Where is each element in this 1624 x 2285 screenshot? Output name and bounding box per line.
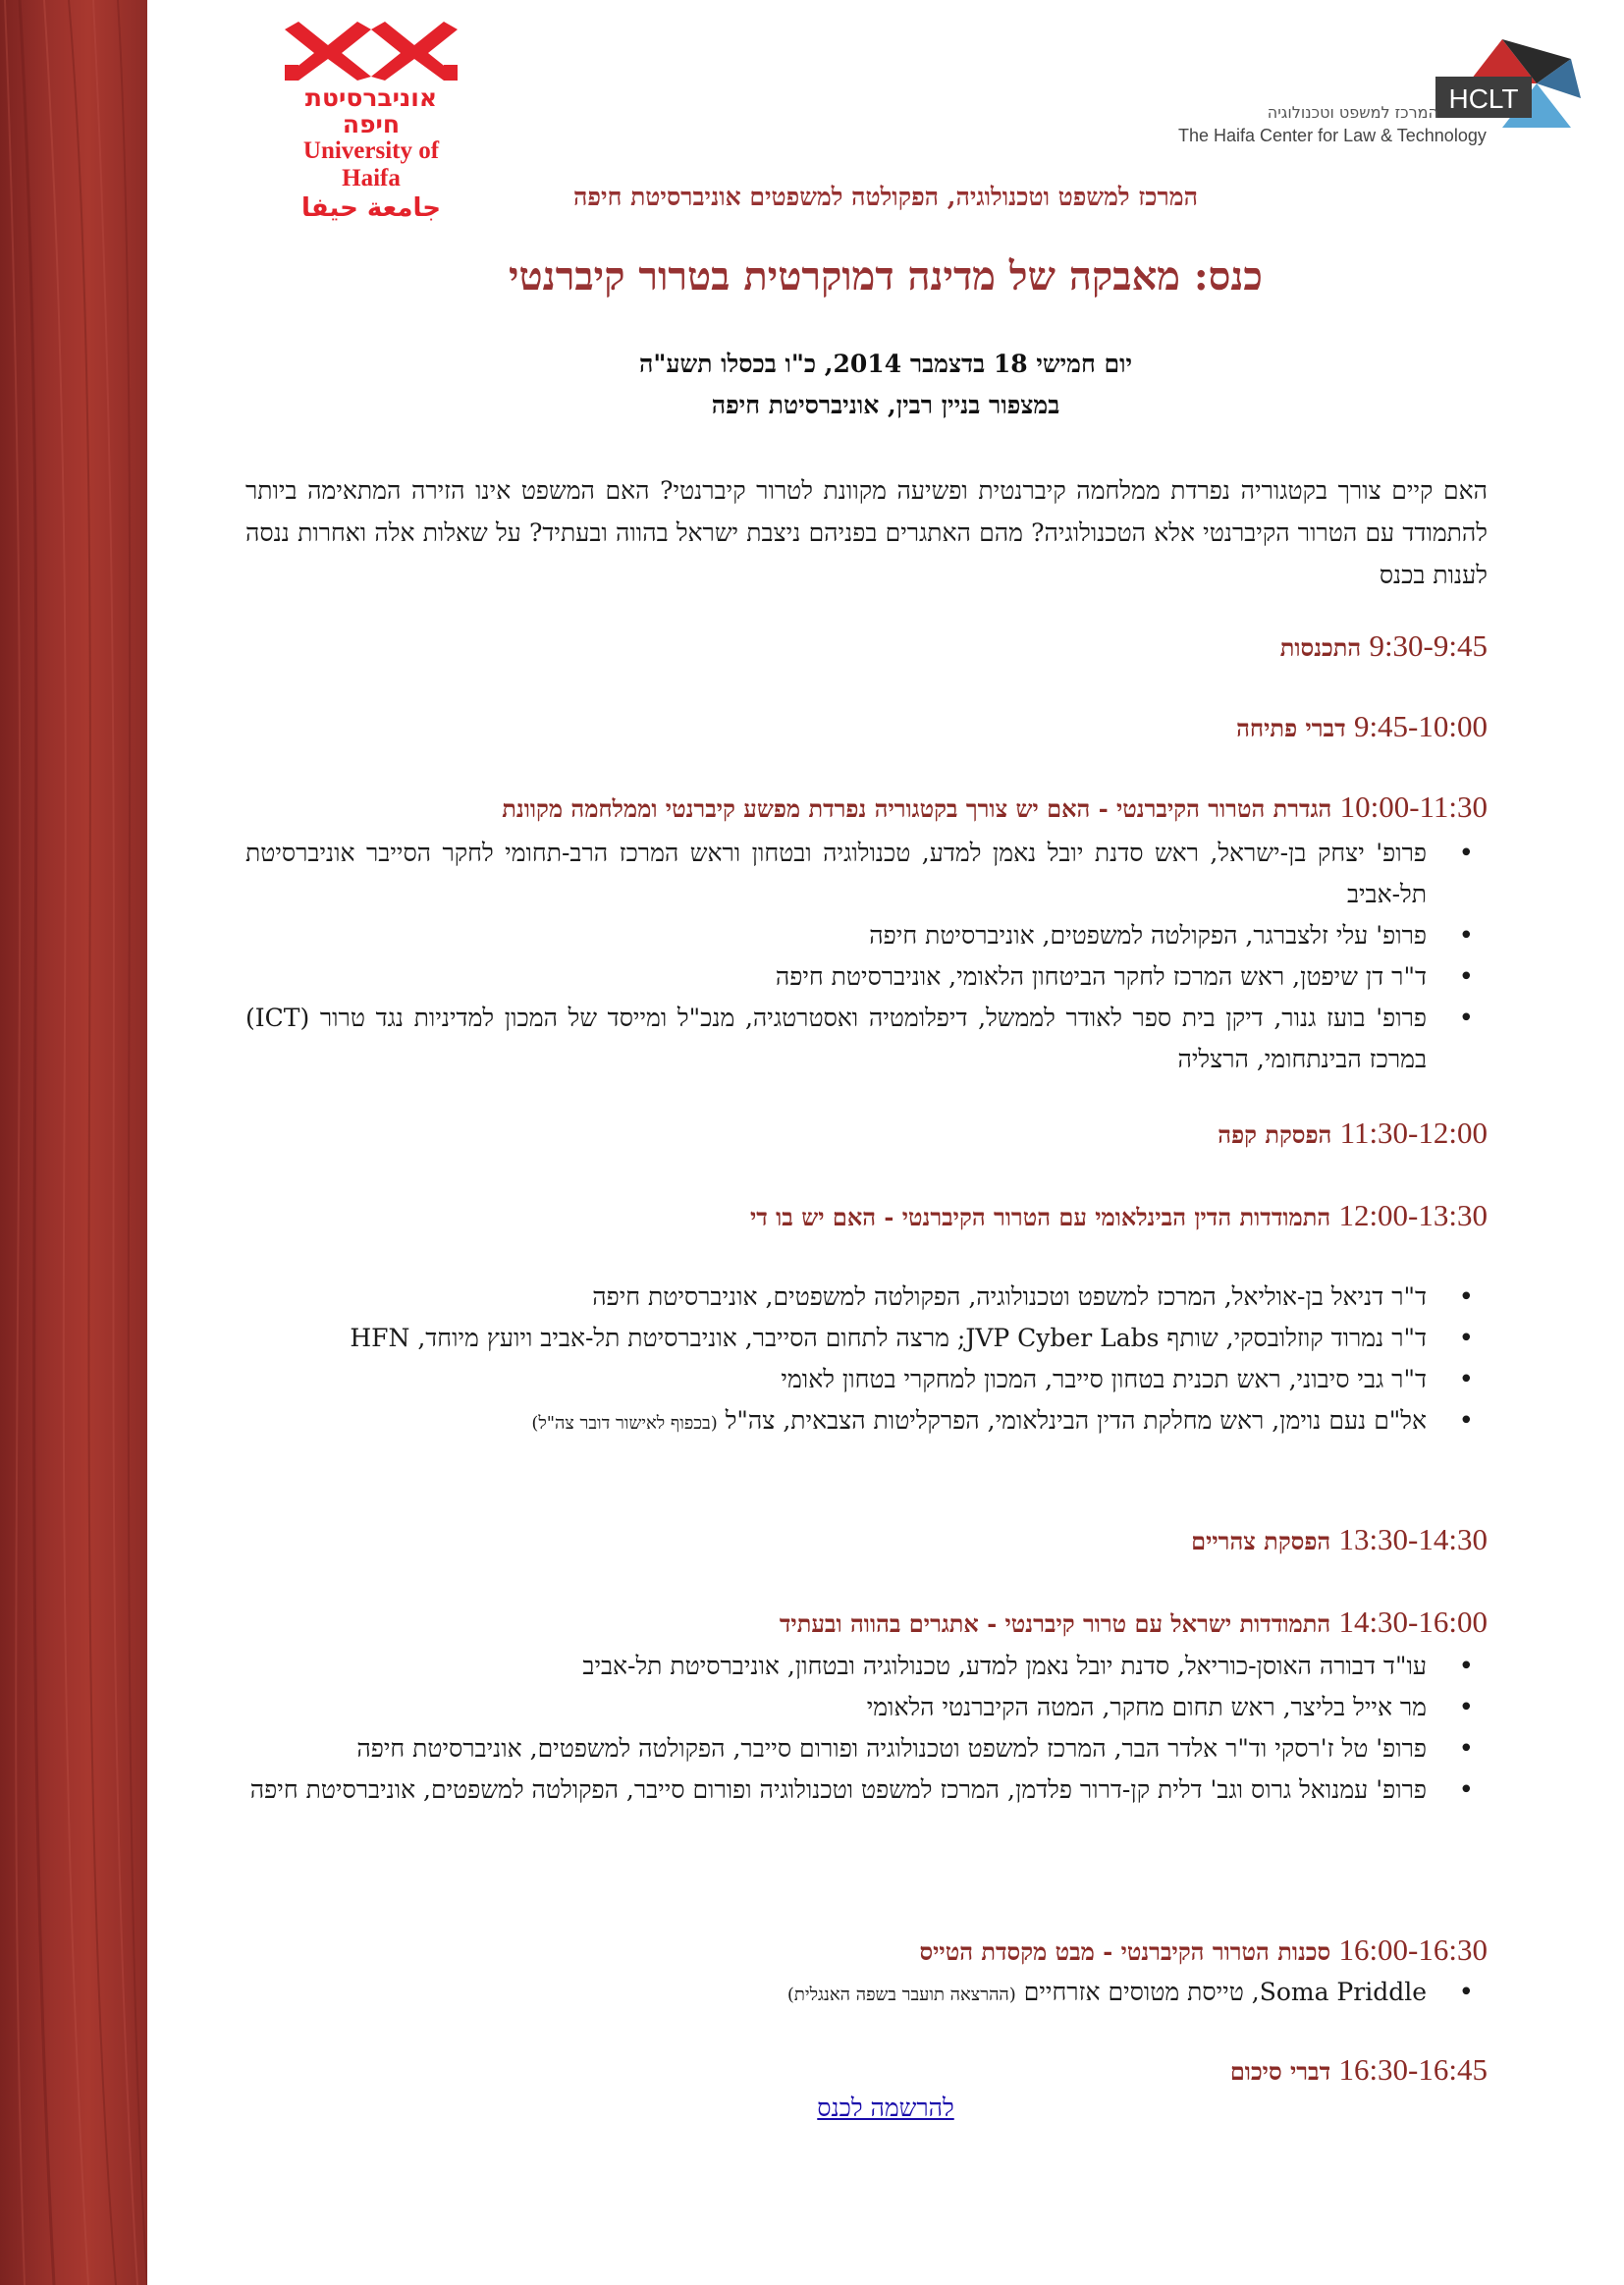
session-time: 10:00-11:30 xyxy=(1339,789,1488,824)
session-israel xyxy=(245,1605,1488,1640)
registration-link[interactable]: להרשמה לכנס xyxy=(817,2094,954,2122)
session-lunch-break xyxy=(245,1522,1488,1557)
speaker-item: • עו"ד דבורה האוסן-כוריאל, סדנת יובל נאמן למדע, טכנולוגיה ובטחון, אוניברסיטת תל-אביב xyxy=(245,1646,1488,1687)
session-time: 12:00-13:30 xyxy=(1338,1198,1488,1232)
speaker-item xyxy=(245,1972,1488,2016)
session-title: סכנות הטרור הקיברנטי - מבט מקסדת הטייס xyxy=(919,1937,1331,1966)
registration-container xyxy=(147,2094,1624,2123)
haifa-name-arabic: جامعة حيفا xyxy=(301,193,441,223)
event-date: יום חמישי 18 בדצמבר 2014, כ"ו בכסלו תשע"ה xyxy=(638,350,1133,378)
speaker-item: • פרופ' עמנואל גרוס וגב' דלית קן-דרור פלדמן, המרכז למשפט וטכנולוגיה ופורום סייבר, הפקולטה למשפטים, אוניברסיטת חיפה xyxy=(245,1769,1488,1811)
hclt-name-english: The Haifa Center for Law & Technology xyxy=(1178,126,1487,145)
speaker-list xyxy=(245,833,1488,1080)
session-time: 13:30-14:30 xyxy=(1338,1522,1488,1556)
speaker-item: • פרופ' יצחק בן-ישראל, ראש סדנת יובל נאמן למדע, טכנולוגיה ובטחון וראש המרכז הרב-תחומי לחקר הסייבר אוניברסיטת תל-אביב xyxy=(245,833,1488,915)
session-title: הפסקת קפה xyxy=(1218,1120,1332,1149)
decorative-sidebar xyxy=(0,0,147,2285)
session-title: הפסקת צהריים xyxy=(1191,1527,1331,1555)
speaker-item: • פרופ' עלי זלצברגר, הפקולטה למשפטים, אוניברסיטת חיפה xyxy=(245,915,1488,956)
session-time: 14:30-16:00 xyxy=(1338,1605,1488,1639)
session-title: התמודדות הדין הבינלאומי עם הטרור הקיברנטי - האם יש בו די xyxy=(749,1203,1331,1231)
speaker-item: • פרופ' בועז גנור, דיקן בית ספר לאודר לממשל, דיפלומטיה ואסטרטגיה, מנכ"ל ומייסד של המכון למדיניות נגד טרור (ICT) במרכז הבינתחומי, הרצליה xyxy=(245,998,1488,1080)
session-title: התמודדות ישראל עם טרור קיברנטי - אתגרים בהווה ובעתיד xyxy=(779,1609,1331,1638)
session-definition xyxy=(245,789,1488,825)
speaker-item: • ד"ר נמרוד קוזלובסקי, שותף JVP Cyber Labs; מרצה לתחום הסייבר, אוניברסיטת תל-אביב ויועץ מיוחד, HFN xyxy=(245,1318,1488,1359)
speaker-list xyxy=(245,1972,1488,2016)
session-time: 16:00-16:30 xyxy=(1338,1932,1488,1967)
session-title: התכנסות xyxy=(1279,633,1362,662)
session-closing xyxy=(245,2052,1488,2088)
hclt-abbr: HCLT xyxy=(1448,83,1519,114)
session-opening xyxy=(245,709,1488,744)
haifa-emblem-icon xyxy=(285,22,458,81)
hclt-name-hebrew: המרכז למשפט וטכנולוגיה xyxy=(1267,103,1438,122)
speaker-note: (בכפוף לאישור דובר צה"ל) xyxy=(531,1413,718,1434)
session-time: 16:30-16:45 xyxy=(1338,2052,1488,2087)
speaker-list xyxy=(245,1646,1488,1811)
session-title: דברי פתיחה xyxy=(1236,714,1346,742)
session-time: 11:30-12:00 xyxy=(1339,1115,1488,1150)
session-registration xyxy=(245,628,1488,664)
page-title: כנס: מאבקה של מדינה דמוקרטית בטרור קיברנטי xyxy=(509,253,1263,299)
speaker-text: Soma Priddle, טייסת מטוסים אזרחיים xyxy=(1023,1978,1427,2006)
session-title: דברי סיכום xyxy=(1229,2057,1331,2086)
speaker-note: (ההרצאה תועבר בשפה האנגלית) xyxy=(786,1985,1016,2005)
session-title: הגדרת הטרור הקיברנטי - האם יש צורך בקטגוריה נפרדת מפשע קיברנטי וממלחמה מקוונת xyxy=(502,794,1332,823)
session-pilot xyxy=(245,1932,1488,1968)
session-time: 9:45-10:00 xyxy=(1353,709,1488,743)
speaker-item: • מר אייל בליצר, ראש תחום מחקר, המטה הקיברנטי הלאומי xyxy=(245,1687,1488,1728)
speaker-text: אל"ם נעם נוימן, ראש מחלקת הדין הבינלאומי, הפרקליטות הצבאית, צה"ל xyxy=(725,1406,1427,1435)
speaker-list xyxy=(245,1277,1488,1444)
haifa-name-english: University of Haifa xyxy=(302,137,440,191)
speaker-item: • ד"ר דן שיפטן, ראש המרכז לחקר הביטחון הלאומי, אוניברסיטת חיפה xyxy=(245,956,1488,998)
session-coffee-break xyxy=(245,1115,1488,1151)
speaker-item: • ד"ר גבי סיבוני, ראש תכנית בטחון סייבר, המכון למחקרי בטחון לאומי xyxy=(245,1359,1488,1400)
intro-paragraph: האם קיים צורך בקטגוריה נפרדת ממלחמה קיברנטית ופשיעה מקוונת לטרור קיברנטי? האם המשפט אינו הזירה המתאימה ביותר להתמודד עם הטרור הקיברנטי אלא הטכנולוגיה? מהם האתגרים בפניהם ניצבת ישראל בהווה ובעתיד? על שאלות אלה ואחרות ננסה לענות בכנס xyxy=(245,476,1488,589)
session-international-law xyxy=(245,1198,1488,1233)
hclt-logo xyxy=(1178,29,1581,157)
speaker-item: • פרופ' טל ז'רסקי וד"ר אלדר הבר, המרכז למשפט וטכנולוגיה ופורום סייבר, הפקולטה למשפטים, אוניברסיטת חיפה xyxy=(245,1728,1488,1769)
institute-line: המרכז למשפט וטכנולוגיה, הפקולטה למשפטים אוניברסיטת חיפה xyxy=(573,183,1198,211)
speaker-item xyxy=(245,1400,1488,1444)
haifa-name-hebrew: אוניברסיטת חיפה xyxy=(304,83,438,138)
event-venue: במצפור בניין רבין, אוניברסיטת חיפה xyxy=(711,391,1060,419)
speaker-item: • ד"ר דניאל בן-אוליאל, המרכז למשפט וטכנולוגיה, הפקולטה למשפטים, אוניברסיטת חיפה xyxy=(245,1277,1488,1318)
session-time: 9:30-9:45 xyxy=(1369,628,1488,663)
